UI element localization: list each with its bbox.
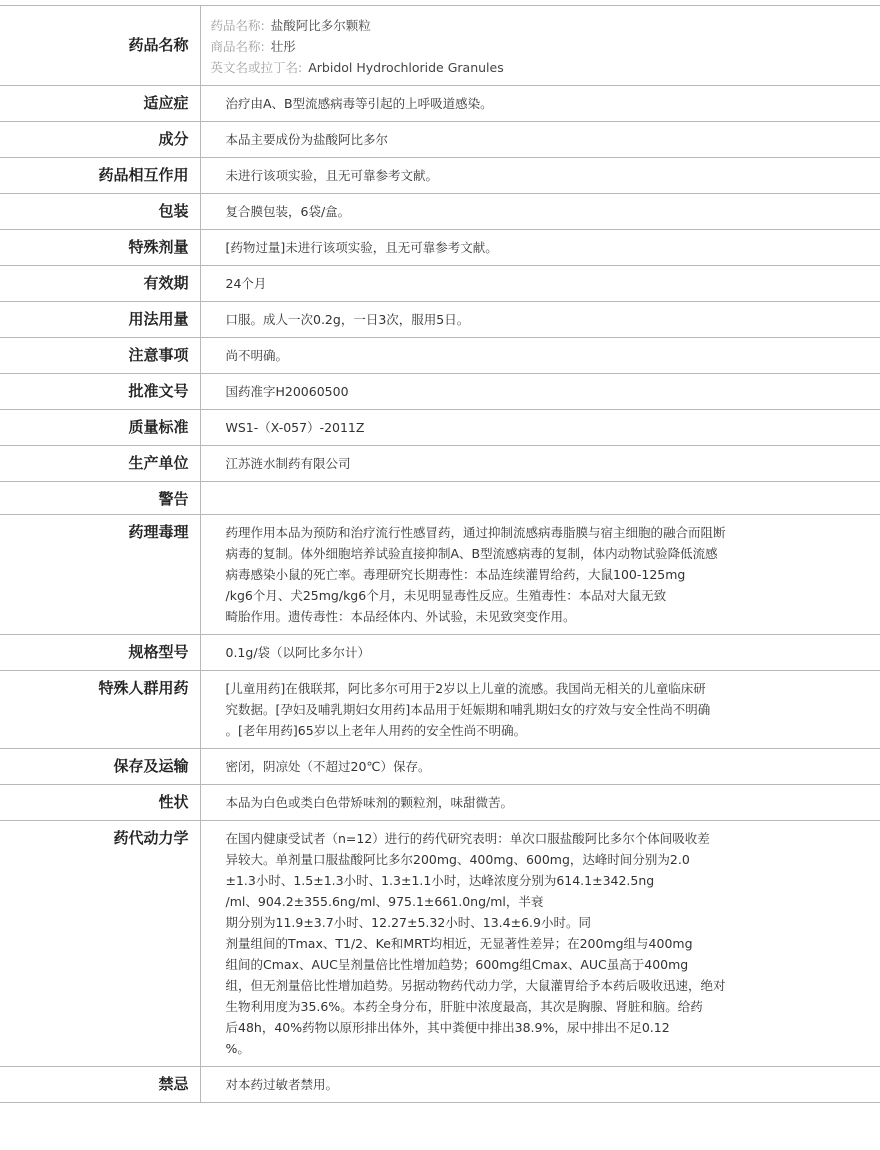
generic-name-key: 药品名称: — [210, 18, 265, 33]
info-row-value: 本品为白色或类白色带矫味剂的颗粒剂，味甜微苦。 — [200, 785, 880, 821]
info-row — [0, 410, 880, 446]
info-row — [0, 671, 880, 749]
info-row-label: 注意事项 — [0, 338, 200, 374]
info-row — [0, 122, 880, 158]
generic-name-value: 盐酸阿比多尔颗粒 — [270, 18, 371, 33]
info-row-value: 0.1g/袋（以阿比多尔计） — [200, 635, 880, 671]
info-row-value: 未进行该项实验，且无可靠参考文献。 — [200, 158, 880, 194]
drug-name-cell — [200, 6, 880, 86]
info-row-label: 成分 — [0, 122, 200, 158]
info-row-value: [儿童用药]在俄联邦，阿比多尔可用于2岁以上儿童的流感。我国尚无相关的儿童临床研 究数据。[孕妇及哺乳期妇女用药]本品用于妊娠期和哺乳期妇女的疗效与安全性尚不明确 。[老年用药]65岁以上老年人用药的安全性尚不明确。 — [200, 671, 880, 749]
info-row-label: 保存及运输 — [0, 749, 200, 785]
info-row-value: 本品主要成份为盐酸阿比多尔 — [200, 122, 880, 158]
info-row-value: [药物过量]未进行该项实验，且无可靠参考文献。 — [200, 230, 880, 266]
info-row-value: 对本药过敏者禁用。 — [200, 1067, 880, 1103]
info-row-value: 复合膜包装，6袋/盒。 — [200, 194, 880, 230]
info-row-label: 警告 — [0, 482, 200, 515]
info-row-value: 密闭，阴凉处（不超过20℃）保存。 — [200, 749, 880, 785]
info-row-value: 江苏涟水制药有限公司 — [200, 446, 880, 482]
english-name-value: Arbidol Hydrochloride Granules — [308, 60, 504, 75]
drug-name-row — [0, 6, 880, 86]
info-row — [0, 785, 880, 821]
info-row — [0, 86, 880, 122]
info-row-label: 批准文号 — [0, 374, 200, 410]
info-row-label: 有效期 — [0, 266, 200, 302]
drug-info-table-body — [0, 6, 880, 1103]
info-row — [0, 749, 880, 785]
info-row — [0, 338, 880, 374]
info-row-label: 适应症 — [0, 86, 200, 122]
info-row-value: 国药准字H20060500 — [200, 374, 880, 410]
info-row-label: 特殊人群用药 — [0, 671, 200, 749]
info-row-label: 禁忌 — [0, 1067, 200, 1103]
info-row — [0, 158, 880, 194]
info-row — [0, 302, 880, 338]
drug-info-table — [0, 5, 880, 1103]
generic-name-line — [211, 15, 871, 36]
info-row-value: 尚不明确。 — [200, 338, 880, 374]
info-row — [0, 446, 880, 482]
info-row — [0, 230, 880, 266]
info-row-label: 药理毒理 — [0, 515, 200, 635]
info-row-value: 药理作用本品为预防和治疗流行性感冒药，通过抑制流感病毒脂膜与宿主细胞的融合而阻断 病毒的复制。体外细胞培养试验直接抑制A、B型流感病毒的复制，体内动物试验降低流感 病毒感染小鼠的死亡率。毒理研究长期毒性：本品连续灌胃给药，大鼠100-125mg /kg6个月、犬25mg/kg6个月，未见明显毒性反应。生殖毒性：本品对大鼠无致 畸胎作用。遗传毒性：本品经体内、外试验，未见致突变作用。 — [200, 515, 880, 635]
info-row — [0, 821, 880, 1067]
info-row-value: WS1-（X-057）-2011Z — [200, 410, 880, 446]
info-row — [0, 266, 880, 302]
info-row-label: 包装 — [0, 194, 200, 230]
info-row-value: 口服。成人一次0.2g，一日3次，服用5日。 — [200, 302, 880, 338]
info-row-label: 特殊剂量 — [0, 230, 200, 266]
info-row-label: 性状 — [0, 785, 200, 821]
info-row-value: 治疗由A、B型流感病毒等引起的上呼吸道感染。 — [200, 86, 880, 122]
info-row-value: 在国内健康受试者（n=12）进行的药代研究表明：单次口服盐酸阿比多尔个体间吸收差 异较大。单剂量口服盐酸阿比多尔200mg、400mg、600mg，达峰时间分别为2.0 ±1.3小时、1.5±1.3小时、1.3±1.1小时，达峰浓度分别为614.1±342.5ng /ml、904.2±355.6ng/ml、975.1±661.0ng/ml，半衰 期分别为11.9±3.7小时、12.27±5.32小时、13.4±6.9小时。同 剂量组间的Tmax、T1/2、Ke和MRT均相近，无显著性差异；在200mg组与400mg 组间的Cmax、AUC呈剂量倍比性增加趋势；600mg组Cmax、AUC虽高于400mg 组，但无剂量倍比性增加趋势。另据动物药代动力学，大鼠灌胃给予本药后吸收迅速，绝对 生物利用度为35.6%。本药全身分布，肝脏中浓度最高，其次是胸腺、肾脏和脑。给药 后48h，40%药物以原形排出体外，其中粪便中排出38.9%，尿中排出不足0.12 %。 — [200, 821, 880, 1067]
info-row-label: 规格型号 — [0, 635, 200, 671]
info-row — [0, 482, 880, 515]
info-row-label: 质量标准 — [0, 410, 200, 446]
info-row-label: 药品相互作用 — [0, 158, 200, 194]
info-row-label: 用法用量 — [0, 302, 200, 338]
info-row — [0, 194, 880, 230]
drug-name-label: 药品名称 — [0, 6, 200, 86]
info-row — [0, 1067, 880, 1103]
info-row-value — [200, 482, 880, 515]
info-row-label: 药代动力学 — [0, 821, 200, 1067]
trade-name-value: 壮彤 — [270, 39, 296, 54]
info-row-label: 生产单位 — [0, 446, 200, 482]
trade-name-key: 商品名称: — [210, 39, 265, 54]
english-name-key: 英文名或拉丁名: — [210, 60, 303, 75]
english-name-line — [211, 57, 871, 78]
info-row — [0, 374, 880, 410]
info-row — [0, 515, 880, 635]
info-row — [0, 635, 880, 671]
trade-name-line — [211, 36, 871, 57]
info-row-value: 24个月 — [200, 266, 880, 302]
